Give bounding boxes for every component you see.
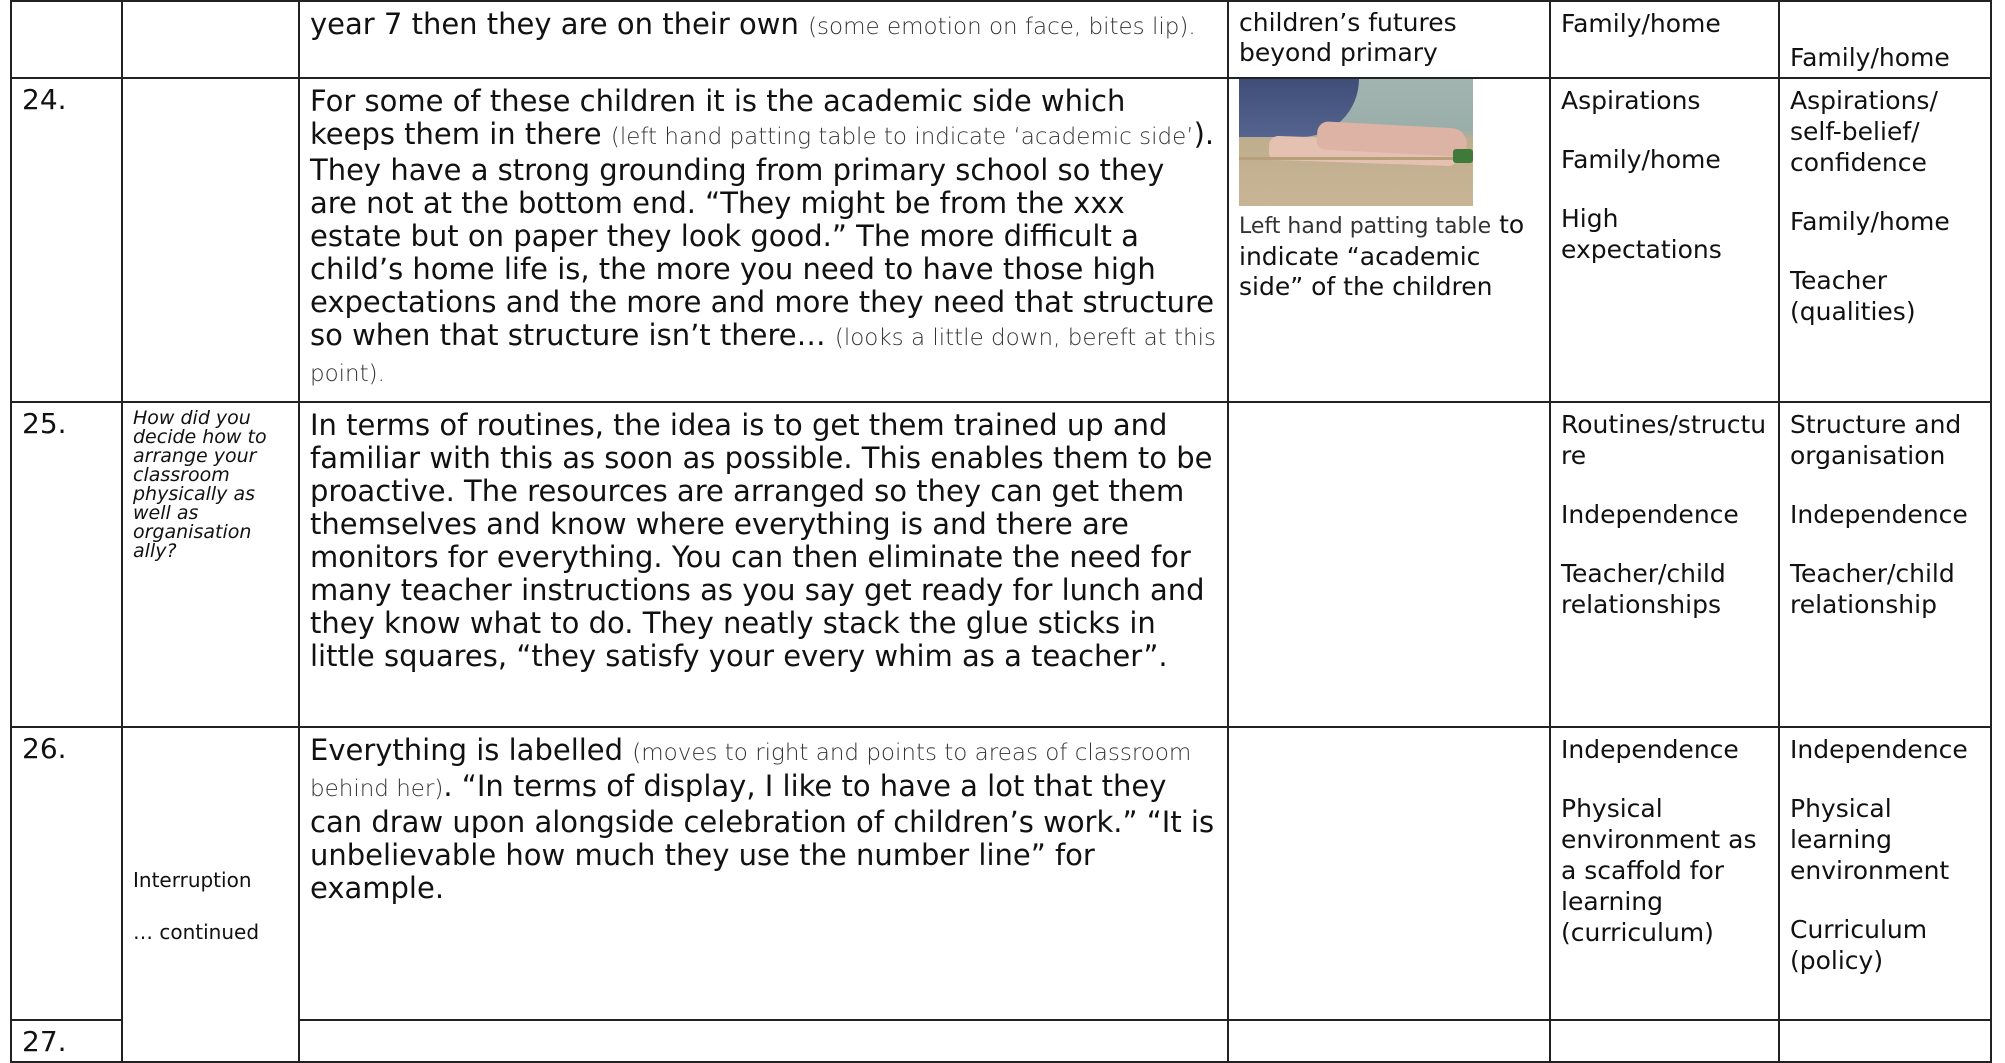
line-number-cell: 27.	[11, 1020, 122, 1062]
observation-note: (moves to right and points to areas of classroom behind her)	[310, 740, 1192, 802]
theme-label: Physical learning environment	[1790, 794, 1950, 885]
codes-cell	[1550, 1020, 1779, 1062]
transcript-text: Everything is labelled	[310, 733, 633, 767]
transcript-text: ). They have a strong grounding from primary school so they are not at the bottom end. “They might be from the xxx estate but on paper they look good.” The more difficult a child’s home life is, the more you need to have those high expectations and the more and more they need that structure so when that structure isn’t there…	[310, 117, 1215, 352]
observation-note: (looks a little down, bereft at this point).	[310, 325, 1216, 387]
visual-caption: children’s futures beyond primary	[1239, 8, 1457, 67]
codes-cell	[1550, 78, 1779, 402]
table-row	[11, 1, 1991, 78]
question-cell	[122, 402, 299, 727]
theme-label: Family/home	[1790, 43, 1950, 72]
theme-label: Structure and organisation	[1790, 410, 1962, 470]
theme-label: Curriculum (policy)	[1790, 915, 1928, 975]
caption-note: Left hand patting table	[1239, 214, 1492, 239]
themes-cell	[1779, 727, 1991, 1020]
line-number-cell: 26.	[11, 727, 122, 1020]
table-row	[11, 1020, 1991, 1062]
code-label: Family/home	[1561, 9, 1721, 38]
code-label: Independence	[1561, 500, 1739, 529]
themes-cell	[1779, 1, 1991, 78]
transcript-text: For some of these children it is the academic side which keeps them in there	[310, 84, 1126, 151]
table-row	[11, 727, 1991, 1020]
interview-question: How did you decide how to arrange your classroom physically as well as organisation ally?	[133, 407, 267, 562]
interruption-note: Interruption	[133, 868, 252, 892]
themes-cell	[1779, 402, 1991, 727]
transcript-cell	[299, 78, 1228, 402]
table-row	[11, 78, 1991, 402]
visual-cell	[1228, 1020, 1550, 1062]
theme-label: Independence	[1790, 735, 1968, 764]
code-label: Family/home	[1561, 145, 1721, 174]
transcript-cell	[299, 402, 1228, 727]
visual-cell	[1228, 402, 1550, 727]
continued-note: … continued	[133, 920, 260, 944]
question-cell	[122, 1, 299, 78]
transcript-text: year 7 then they are on their own	[310, 7, 809, 41]
line-number-cell	[11, 1, 122, 78]
codes-cell	[1550, 727, 1779, 1020]
line-number-cell: 24.	[11, 78, 122, 402]
code-label: High expectations	[1561, 204, 1722, 264]
codes-cell	[1550, 402, 1779, 727]
code-label: Physical environment as a scaffold for learning (curriculum)	[1561, 794, 1757, 947]
theme-label: Teacher/child relationship	[1790, 559, 1955, 619]
code-label: Routines/structure	[1561, 410, 1767, 470]
transcript-text: In terms of routines, the idea is to get them trained up and familiar with this as soon as possible. This enables them to be proactive. The resources are arranged so they can get them themselves and know where everything is and there are monitors for everything. You can then eliminate the need for many teacher instructions as you say get ready for lunch and they know what to do. They neatly stack the glue sticks in little squares, “they satisfy your every whim as a teacher”.	[310, 408, 1213, 673]
table-row	[11, 402, 1991, 727]
transcript-table	[10, 0, 1992, 1063]
question-cell	[122, 78, 299, 402]
code-label: Aspirations	[1561, 86, 1701, 115]
transcript-cell	[299, 1, 1228, 78]
transcript-cell	[299, 1020, 1228, 1062]
visual-cell	[1228, 78, 1550, 402]
theme-label: Aspirations/ self-belief/ confidence	[1790, 86, 1938, 177]
theme-label: Independence	[1790, 500, 1968, 529]
codes-cell	[1550, 1, 1779, 78]
theme-label: Family/home	[1790, 207, 1950, 236]
transcript-text: . “In terms of display, I like to have a lot that they can draw upon alongside celebration of children’s work.” “It is unbelievable how much they use the number line” for example.	[310, 769, 1215, 905]
visual-cell	[1228, 1, 1550, 78]
question-cell	[122, 727, 299, 1062]
observation-note: (some emotion on face, bites lip).	[808, 14, 1196, 40]
visual-cell	[1228, 727, 1550, 1020]
code-label: Teacher/child relationships	[1561, 559, 1726, 619]
visual-caption: to indicate “academic side” of the children	[1239, 210, 1525, 301]
line-number-cell: 25.	[11, 402, 122, 727]
themes-cell	[1779, 1020, 1991, 1062]
theme-label: Teacher (qualities)	[1790, 266, 1916, 326]
code-label: Independence	[1561, 735, 1739, 764]
video-still-image	[1239, 79, 1473, 206]
themes-cell	[1779, 78, 1991, 402]
observation-note: (left hand patting table to indicate ‘academic side’	[610, 124, 1194, 150]
transcript-cell	[299, 727, 1228, 1020]
